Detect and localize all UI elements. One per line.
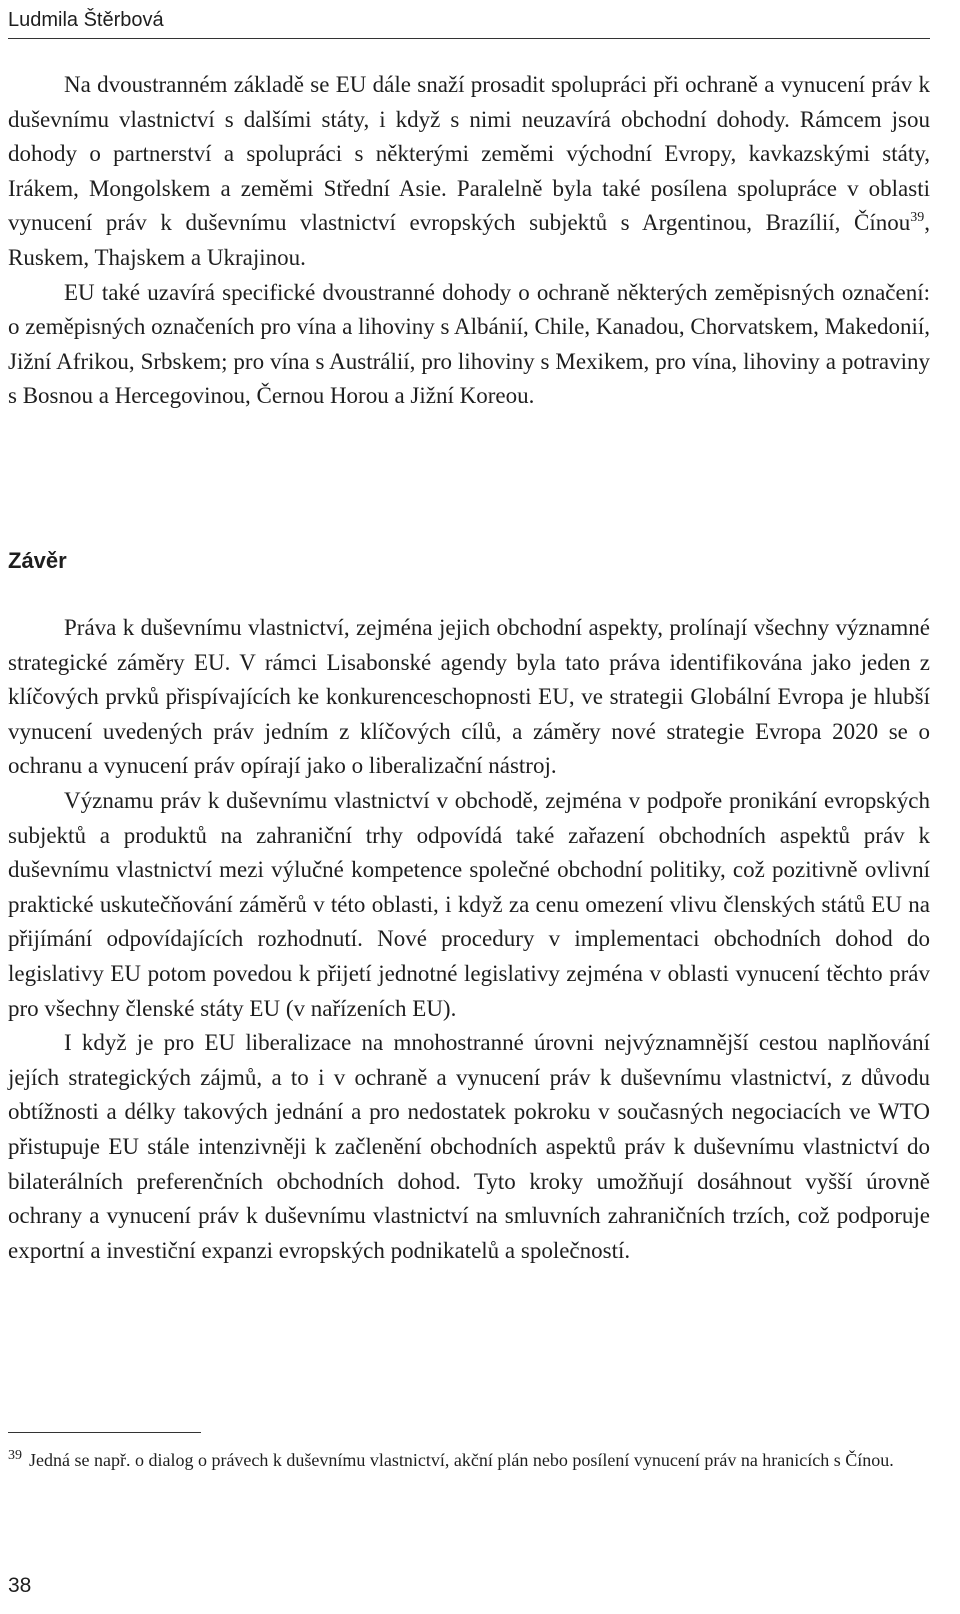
- body-text-conclusion: [8, 611, 930, 1268]
- section-heading: Závěr: [8, 548, 67, 573]
- paragraph: [8, 68, 930, 276]
- paragraph: Významu práv k duševnímu vlastnictví v obchodě, zejména v podpoře pronikání evropských subjektů a produktů na zahraniční trhy odpovídá také zařazení obchodních aspektů práv k duševnímu vlastnictví mezi výlučné kompetence společné obchodní politiky, což pozitivně ovlivní praktické uskutečňování záměrů v této oblasti, i když za cenu omezení vlivu členských států EU na přijímání odpovídajících rozhodnutí. Nové procedury v implementaci obchodních dohod do legislativy EU potom povedou k přijetí jednotné legislativy zejména v oblasti vynucení těchto práv pro všechny členské státy EU (v nařízeních EU).: [8, 787, 930, 1021]
- page-number: 38: [8, 1574, 32, 1597]
- paragraph-text-continued: , Ruskem, Thajskem a Ukrajinou.: [8, 210, 930, 270]
- paragraph: I když je pro EU liberalizace na mnohostranné úrovni nejvýznamnější cestou naplňování jejích strategických zájmů, a to i v ochraně a vynucení práv k duševnímu vlastnictví, z důvodu obtížnosti a délky takových jednání a pro nedostatek pokroku v současných negociacích ve WTO přistupuje EU stále intenzivněji k začlenění obchodních aspektů práv k duševnímu vlastnictví do bilaterálních preferenčních obchodních dohod. Tyto kroky umožňují dosáhnout vyšší úrovně ochrany a vynucení práv k duševnímu vlastnictví na smluvních zahraničních trzích, což podporuje exportní a investiční expanzi evropských podnikatelů a společností.: [8, 1030, 930, 1263]
- footnote-reference[interactable]: 39: [910, 210, 925, 226]
- running-header-author: Ludmila Štěrbová: [8, 9, 164, 31]
- paragraph: Práva k duševnímu vlastnictví, zejména jejich obchodní aspekty, prolínají všechny významné strategické záměry EU. V rámci Lisabonské agendy byla tato práva identifikována jako jeden z klíčových prvků přispívajících ke konkurenceschopnosti EU, ve strategii Globální Evropa je hlubší vynucení uvedených práv jedním z klíčových cílů, a záměry nové strategie Evropa 2020 se o ochranu a vynucení práv opírají jako o liberalizační nástroj.: [8, 615, 930, 779]
- footnote-number: 39: [8, 1448, 22, 1463]
- footnote-text: Jedná se např. o dialog o právech k duševnímu vlastnictví, akční plán nebo posílení vynucení práv na hranicích s Čínou.: [29, 1450, 894, 1470]
- footnote-divider: [8, 1432, 201, 1433]
- paragraph: EU také uzavírá specifické dvoustranné dohody o ochraně některých zeměpisných označení: o zeměpisných označeních pro vína a lihoviny s Albánií, Chile, Kanadou, Chorvatskem, Makedonií, Jižní Afrikou, Srbskem; pro vína s Austrálií, pro lihoviny s Mexikem, pro vína, lihoviny a potraviny s Bosnou a Hercegovinou, Černou Horou a Jižní Koreou.: [8, 279, 930, 409]
- body-text-section-1: [8, 68, 930, 414]
- footnote: [8, 1447, 930, 1473]
- header-divider: [8, 38, 930, 39]
- paragraph-text: Na dvoustranném základě se EU dále snaží prosadit spolupráci při ochraně a vynucení práv k duševnímu vlastnictví s dalšími státy, i když s nimi neuzavírá obchodní dohody. Rámcem jsou dohody o partnerství a spolupráci s některými zeměmi východní Evropy, kavkazskými státy, Irákem, Mongolskem a zeměmi Střední Asie. Paralelně byla také posílena spolupráce v oblasti vynucení práv k duševnímu vlastnictví evropských subjektů s Argentinou, Brazílií, Čínou: [8, 72, 930, 236]
